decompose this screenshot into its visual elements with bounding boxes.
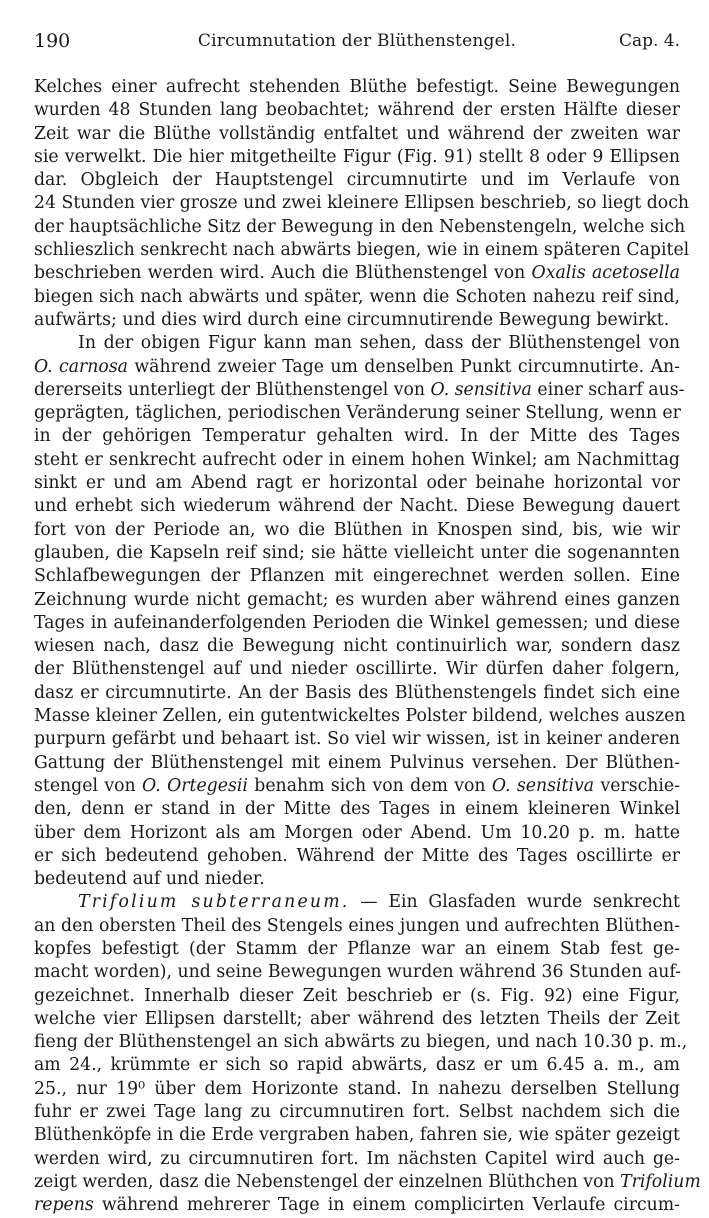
text-line: Tages in aufeinanderfolgenden Perioden die Winkel gemessen; und diese — [34, 612, 680, 633]
text-line: geprägten, täglichen, periodischen Veränderung seiner Stellung, wenn er — [34, 403, 681, 424]
italic-name: O. Ortegesii — [142, 775, 248, 796]
text-line: werden wird, zu circumnutiren fort. Im nächsten Capitel wird auch ge- — [34, 1148, 680, 1169]
italic-name: O. sensitiva — [430, 379, 532, 400]
italic-name: O. sensitiva — [491, 775, 595, 796]
text-line — [34, 379, 685, 402]
page-number: 190 — [34, 30, 71, 52]
text-line: purpurn gefärbt und behaart ist. So viel wir wissen, ist in keiner anderen — [34, 729, 680, 750]
text-line: macht worden), und seine Bewegungen wurden während 36 Stunden auf- — [34, 962, 681, 983]
text-line — [34, 356, 680, 379]
text-line: dasz er circumnutirte. An der Basis des Blüthenstengels findet sich eine — [34, 682, 680, 703]
text-line: sie verwelkt. Die hier mitgetheilte Figur (Fig. 91) stellt 8 oder 9 Ellipsen — [34, 146, 680, 167]
text-line: der Blüthenstengel auf und nieder oscillirte. Wir dürfen daher folgern, — [34, 659, 680, 680]
italic-name: Trifolium — [620, 1171, 701, 1192]
text-line: gezeichnet. Innerhalb dieser Zeit beschrieb er (s. Fig. 92) eine Figur, — [34, 985, 680, 1006]
text-line: über dem Horizont als am Morgen oder Abend. Um 10.20 p. m. hatte — [34, 822, 680, 843]
text-line: 24 Stunden vier grosze und zwei kleinere Ellipsen beschrieb, so liegt doch — [34, 193, 690, 214]
text-line — [34, 1171, 701, 1194]
text-run: während mehrerer Tage in einem complicirten Verlaufe circum- — [93, 1195, 680, 1216]
text-line: steht er senkrecht aufrecht oder in einem hohen Winkel; am Nachmittag — [34, 449, 680, 470]
text-run: stengel von — [34, 775, 143, 796]
running-title: Circumnutation der Blüthenstengel. — [197, 31, 517, 51]
text-line: und erhebt sich wiederum während der Nacht. Diese Bewegung dauert — [34, 496, 680, 517]
text-line: Zeichnung wurde nicht gemacht; es wurden aber während eines ganzen — [34, 589, 680, 610]
text-line: Zeit war die Blüthe vollständig entfaltet und während der zweiten war — [34, 123, 680, 144]
text-line: fort von der Periode an, wo die Blüthen in Knospen sind, bis, wie wir — [34, 519, 680, 540]
text-line: er sich bedeutend gehoben. Während der Mitte des Tages oscillirte er — [34, 845, 680, 866]
text-line: der hauptsächliche Sitz der Bewegung in den Nebenstengeln, welche sich — [34, 216, 686, 237]
text-run: beschrieben werden wird. Auch die Blüthenstengel von — [34, 263, 532, 284]
text-line: biegen sich nach abwärts und später, wenn die Schoten nahezu reif sind, — [34, 286, 680, 307]
text-run: einer scharf aus- — [531, 379, 685, 400]
text-line — [34, 891, 680, 914]
text-line — [34, 1194, 680, 1217]
running-header — [34, 30, 680, 56]
text-line: Masse kleiner Zellen, ein gutentwickeltes Polster bildend, welches auszen — [34, 706, 686, 727]
text-line: In der obigen Figur kann man sehen, dass der Blüthenstengel von — [78, 333, 680, 354]
text-line: Blüthenköpfe in die Erde vergraben haben, fahren sie, wie später gezeigt — [34, 1125, 680, 1146]
text-run: benahm sich von dem von — [247, 775, 492, 796]
text-line: bedeutend auf und nieder. — [34, 869, 265, 890]
text-line: dar. Obgleich der Hauptstengel circumnutirte und im Verlaufe von — [34, 170, 680, 191]
text-line: den, denn er stand in der Mitte des Tages in einem kleineren Winkel — [34, 799, 680, 820]
text-line — [34, 775, 680, 798]
text-line: an den obersten Theil des Stengels eines jungen und aufrechten Blüthen- — [34, 915, 680, 936]
text-line — [34, 262, 680, 285]
text-line: in der gehörigen Temperatur gehalten wird. In der Mitte des Tages — [34, 426, 680, 447]
text-line: schlieszlich senkrecht nach abwärts biegen, wie in einem späteren Capitel — [34, 240, 690, 261]
italic-name: Oxalis acetosella — [531, 263, 680, 284]
text-run: während zweier Tage um denselben Punkt circumnutirte. An- — [128, 356, 680, 377]
text-run: verschie- — [594, 775, 680, 796]
chapter-label: Cap. 4. — [618, 31, 680, 51]
text-line: welche vier Ellipsen darstellt; aber während des letzten Theils der Zeit — [34, 1008, 680, 1029]
text-line: wurden 48 Stunden lang beobachtet; während der ersten Hälfte dieser — [34, 100, 680, 121]
text-line: glauben, die Kapseln reif sind; sie hätte vielleicht unter die sogenannten — [34, 542, 680, 563]
text-line: am 24., krümmte er sich so rapid abwärts, dasz er um 6.45 a. m., am — [34, 1055, 680, 1076]
text-line: sinkt er und am Abend ragt er horizontal oder beinahe horizontal vor — [34, 473, 680, 494]
text-line: aufwärts; und dies wird durch eine circumnutirende Bewegung bewirkt. — [34, 309, 670, 330]
text-line: wiesen nach, dasz die Bewegung nicht continuirlich war, sondern dasz — [34, 636, 680, 657]
text-run: — Ein Glasfaden wurde senkrecht — [349, 892, 680, 913]
text-line: Schlafbewegungen der Pflanzen mit eingerechnet werden sollen. Eine — [34, 566, 680, 587]
text-run: dererseits unterliegt der Blüthenstengel von — [34, 379, 431, 400]
text-line: fuhr er zwei Tage lang zu circumnutiren fort. Selbst nachdem sich die — [34, 1102, 680, 1123]
book-page — [34, 0, 701, 1216]
italic-name: Trifolium subterraneum. — [78, 892, 350, 913]
body-text — [34, 76, 701, 1218]
text-line: 25., nur 19⁰ über dem Horizonte stand. In nahezu derselben Stellung — [34, 1078, 680, 1099]
text-line: kopfes befestigt (der Stamm der Pflanze war an einem Stab fest ge- — [34, 938, 680, 959]
italic-name: repens — [34, 1195, 94, 1216]
text-run: zeigt werden, dasz die Nebenstengel der einzelnen Blüthchen von — [34, 1171, 621, 1192]
text-line: fieng der Blüthenstengel an sich abwärts zu biegen, und nach 10.30 p. m., — [34, 1032, 688, 1053]
text-line: Gattung der Blüthenstengel mit einem Pulvinus versehen. Der Blüthen- — [34, 752, 680, 773]
text-line: Kelches einer aufrecht stehenden Blüthe befestigt. Seine Bewegungen — [34, 77, 680, 97]
italic-name: O. carnosa — [34, 356, 128, 377]
